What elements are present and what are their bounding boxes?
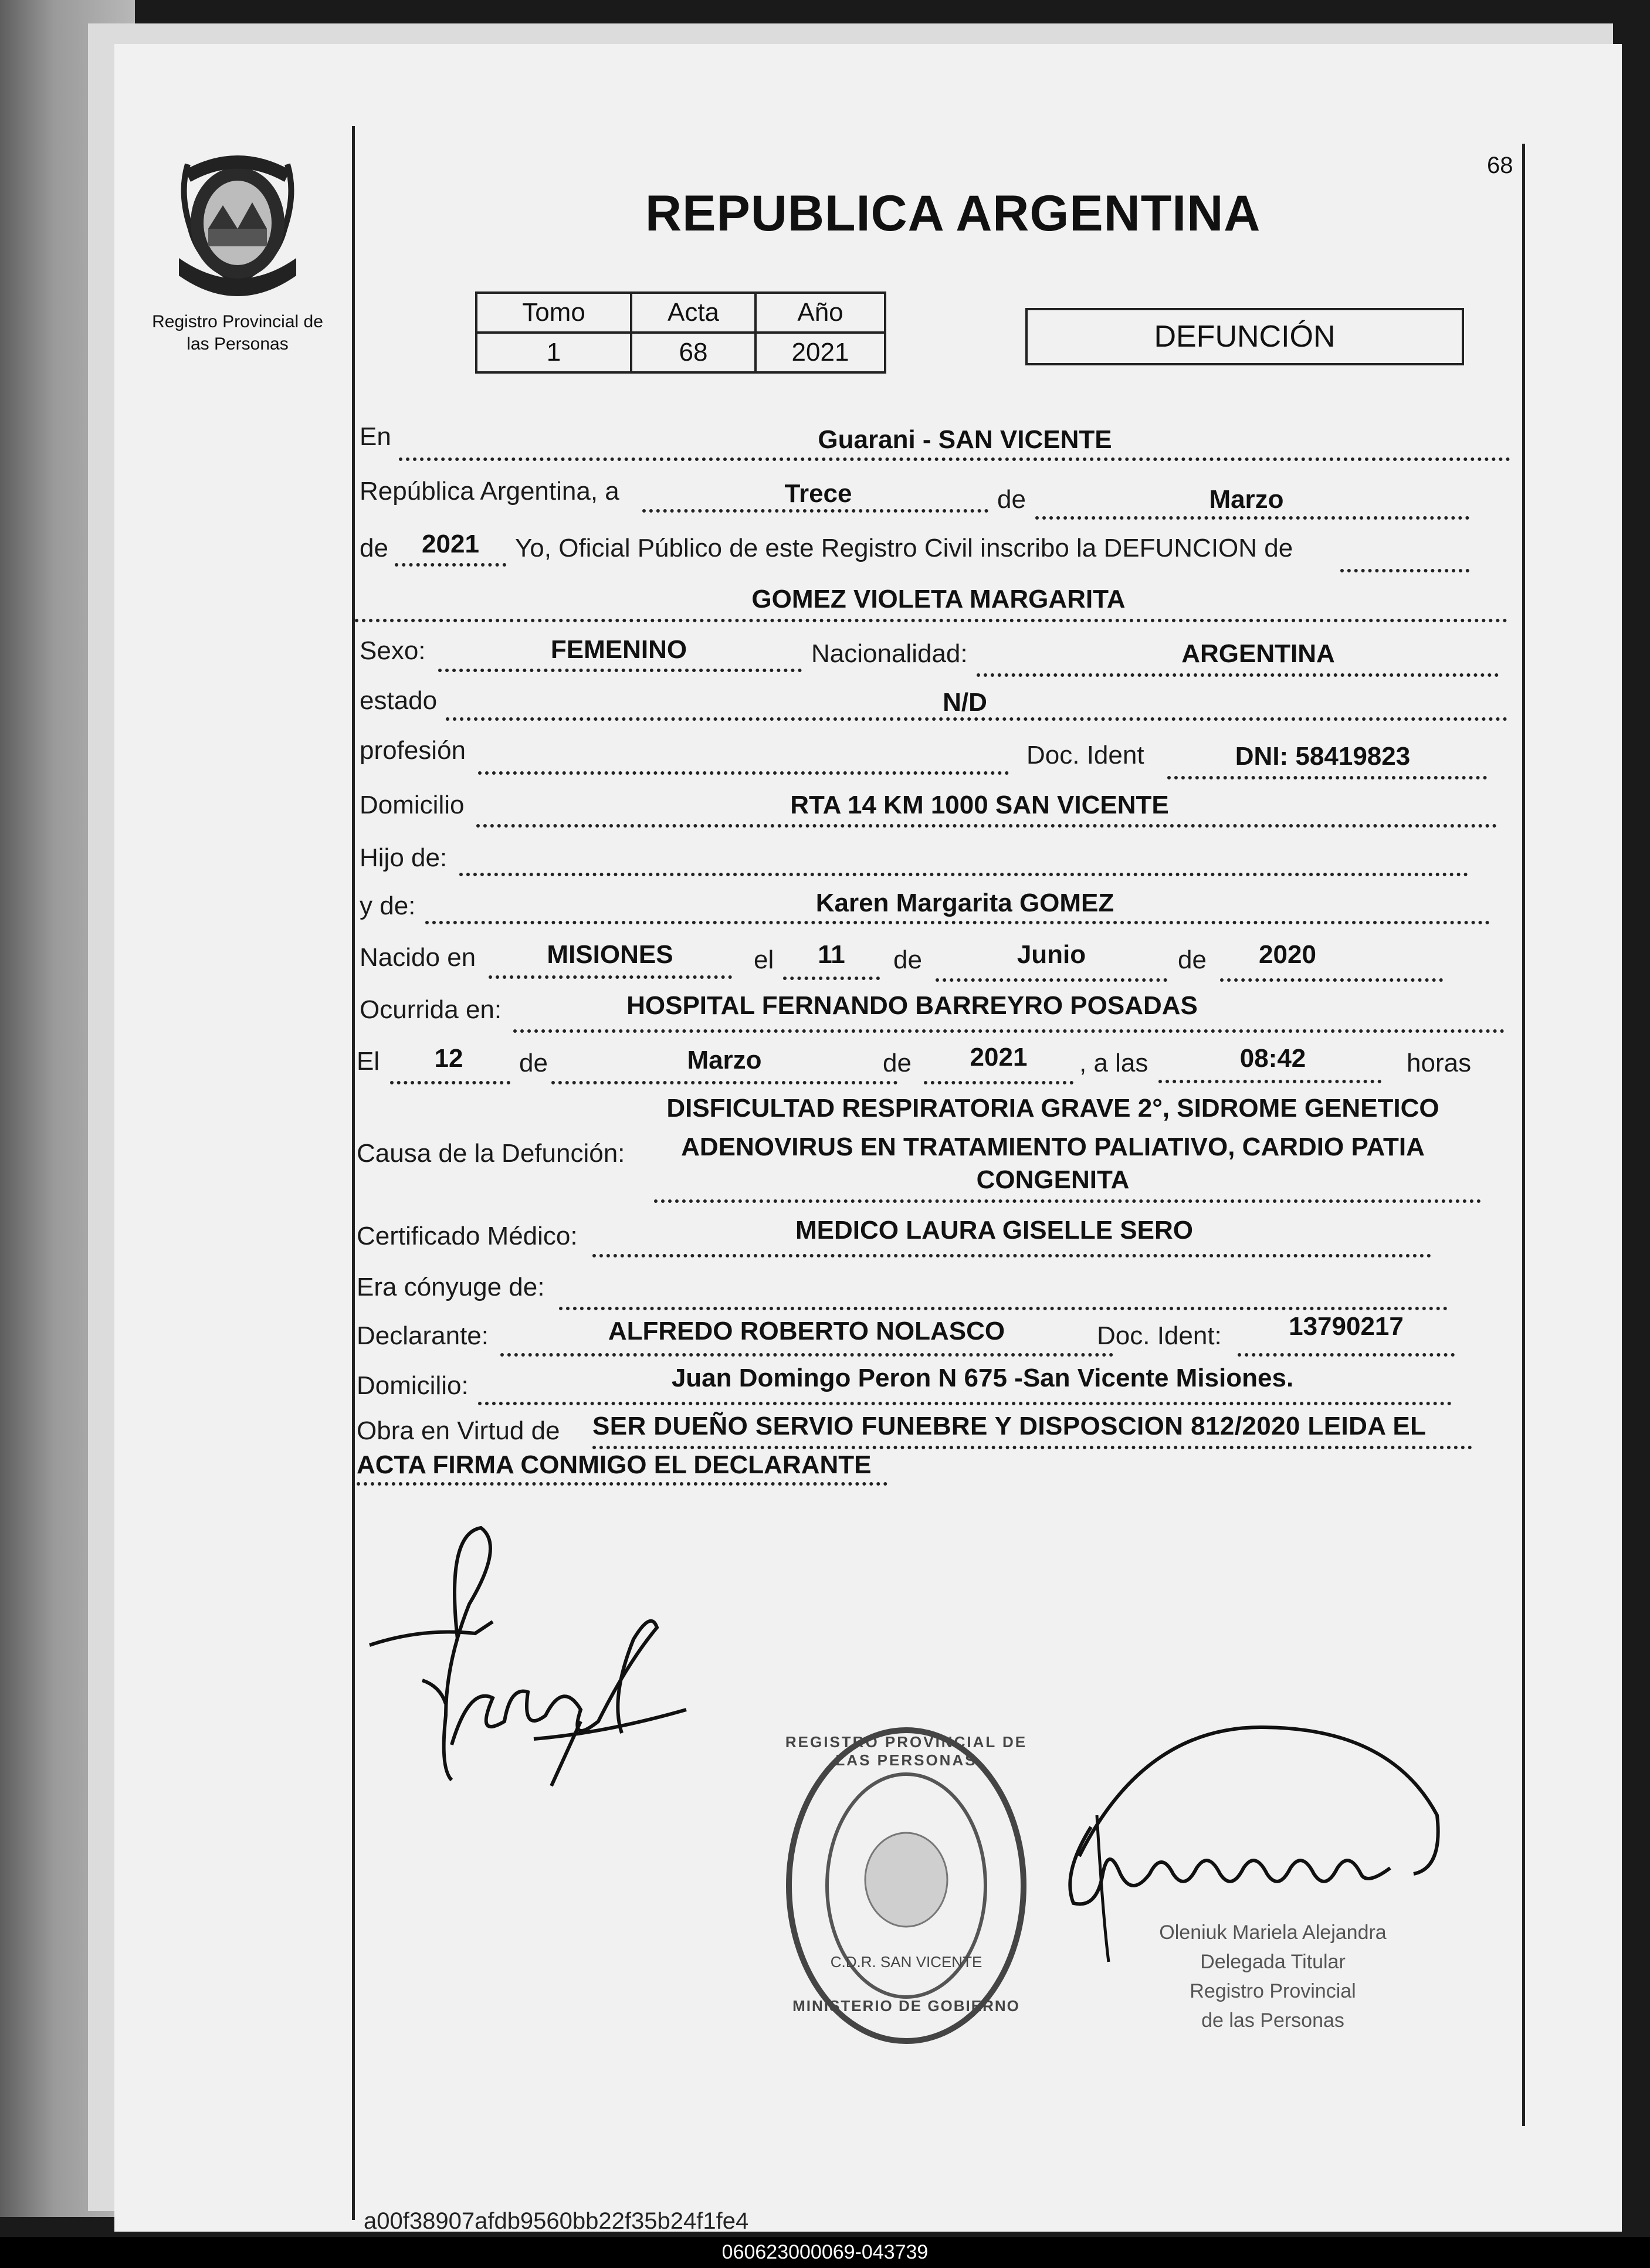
death-time: 08:42 [1239, 1044, 1306, 1073]
nacionalidad-label: Nacionalidad: [811, 639, 968, 668]
death-day-dots [390, 1081, 510, 1084]
horas-label: horas [1407, 1049, 1472, 1077]
causa-line3: CONGENITA [976, 1165, 1130, 1194]
dom2-value: Juan Domingo Peron N 675 -San Vicente Misiones. [671, 1364, 1294, 1392]
scan-id-bar: 060623000069-043739 [0, 2237, 1650, 2268]
en-value: Guarani - SAN VICENTE [818, 425, 1112, 454]
obra-label: Obra en Virtud de [357, 1416, 560, 1445]
day-dots [642, 509, 988, 513]
inscribe-text: Yo, Oficial Público de este Registro Civil inscribo la DEFUNCION de [515, 534, 1293, 562]
domicilio-label: Domicilio [360, 791, 465, 819]
acta-value-acta: 68 [631, 333, 755, 372]
death-day: 12 [434, 1044, 463, 1073]
obra-value-2: ACTA FIRMA CONMIGO EL DECLARANTE [357, 1450, 872, 1479]
death-month-dots [551, 1081, 897, 1084]
acta-header-acta: Acta [631, 293, 755, 333]
official-name: Oleniuk Mariela Alejandra [1159, 1921, 1387, 1944]
estado-label: estado [360, 686, 438, 715]
doc-ident-label: Doc. Ident [1026, 741, 1144, 769]
acta-value-tomo: 1 [476, 333, 631, 372]
doc-ident-dots [1167, 776, 1487, 779]
acta-header-anio: Año [755, 293, 885, 333]
yde-value: Karen Margarita GOMEZ [815, 889, 1114, 917]
de-label-4: de [1178, 945, 1207, 974]
de-label-6: de [883, 1049, 912, 1077]
de-label-2: de [360, 534, 388, 562]
left-margin-rule [352, 126, 355, 2220]
right-margin-rule [1522, 144, 1525, 2126]
en-dots [399, 457, 1510, 461]
conyuge-dots [559, 1307, 1448, 1310]
de-label-5: de [519, 1049, 548, 1077]
nacionalidad-dots [977, 673, 1499, 677]
cert-dots [592, 1254, 1431, 1257]
sexo-dots [438, 669, 802, 672]
obra-value-1: SER DUEÑO SERVIO FUNEBRE Y DISPOSCION 812/2020 LEIDA EL [592, 1412, 1427, 1440]
cert-value: MEDICO LAURA GISELLE SERO [795, 1216, 1193, 1245]
ocurrida-label: Ocurrida en: [360, 995, 502, 1024]
hijo-dots [459, 873, 1468, 876]
month-dots [1035, 516, 1469, 520]
dom2-dots [478, 1402, 1452, 1405]
stamp-inner-text: C.D.R. SAN VICENTE [830, 1953, 982, 1971]
sexo-value: FEMENINO [550, 635, 687, 664]
acta-header-tomo: Tomo [476, 293, 631, 333]
declarant-signature [358, 1510, 710, 1827]
registry-stamp [777, 1721, 1035, 2050]
stamp-bottom-text: MINISTERIO DE GOBIERNO [792, 1997, 1020, 2015]
death-month: Marzo [687, 1046, 762, 1074]
month-value: Marzo [1209, 485, 1284, 514]
profesion-label: profesión [360, 736, 466, 765]
registry-name [126, 311, 349, 355]
yde-dots [425, 921, 1490, 924]
doc2-value: 13790217 [1289, 1312, 1404, 1341]
estado-value: N/D [943, 688, 987, 717]
profesion-dots [478, 771, 1009, 775]
ocurrida-dots [513, 1029, 1505, 1033]
en-label: En [360, 422, 391, 451]
birth-year-dots [1220, 978, 1443, 982]
day-value: Trece [784, 479, 852, 508]
cert-label: Certificado Médico: [357, 1222, 578, 1250]
birth-month: Junio [1017, 940, 1086, 969]
act-type-box: DEFUNCIÓN [1025, 308, 1464, 365]
death-year-dots [924, 1081, 1073, 1084]
death-time-dots [1158, 1080, 1381, 1083]
year-dots [395, 563, 506, 567]
official-role-3: de las Personas [1201, 2009, 1344, 2032]
birth-year: 2020 [1259, 940, 1316, 969]
deceased-name: GOMEZ VIOLETA MARGARITA [751, 585, 1126, 613]
causa-dots [654, 1199, 1481, 1203]
official-role-1: Delegada Titular [1200, 1951, 1346, 1973]
death-year: 2021 [970, 1043, 1028, 1072]
domicilio-value: RTA 14 KM 1000 SAN VICENTE [790, 791, 1169, 819]
declarante-value: ALFREDO ROBERTO NOLASCO [608, 1317, 1005, 1345]
certificate-page [114, 44, 1622, 2232]
el-label-2: El [357, 1047, 380, 1076]
de-label-3: de [893, 945, 922, 974]
obra-dots-2 [357, 1482, 887, 1486]
stamp-ring-text: REGISTRO PROVINCIAL DE LAS PERSONAS [785, 1733, 1028, 1769]
registry-line1: Registro Provincial de [152, 312, 323, 331]
sexo-label: Sexo: [360, 636, 426, 665]
conyuge-label: Era cónyuge de: [357, 1273, 545, 1301]
document-title: REPUBLICA ARGENTINA [645, 185, 1261, 242]
document-hash: a00f38907afdb9560bb22f35b24f1fe4 [364, 2208, 749, 2234]
nacionalidad-value: ARGENTINA [1181, 639, 1335, 668]
rep-label: República Argentina, a [360, 477, 619, 506]
hijo-label: Hijo de: [360, 843, 448, 872]
official-role-2: Registro Provincial [1190, 1980, 1356, 2002]
nacido-value: MISIONES [547, 940, 673, 969]
el-label: el [754, 945, 774, 974]
estado-dots [446, 717, 1507, 721]
obra-dots-1 [592, 1446, 1472, 1449]
doc2-label: Doc. Ident: [1097, 1321, 1222, 1350]
acta-value-anio: 2021 [755, 333, 885, 372]
province-crest-icon [167, 141, 308, 317]
doc2-dots [1238, 1353, 1455, 1357]
acta-value-row [476, 333, 885, 372]
registry-line2: las Personas [187, 334, 289, 354]
causa-line1: DISFICULTAD RESPIRATORIA GRAVE 2°, SIDROME GENETICO [666, 1094, 1439, 1123]
ocurrida-value: HOSPITAL FERNANDO BARREYRO POSADAS [626, 991, 1198, 1020]
yde-label: y de: [360, 891, 416, 920]
year-value: 2021 [422, 530, 479, 558]
acta-table [475, 291, 886, 374]
declarante-dots [500, 1353, 1113, 1357]
nacido-dots [489, 975, 732, 979]
inscribe-dots [1340, 569, 1469, 572]
official-block [1091, 1918, 1455, 2035]
domicilio-dots [476, 824, 1497, 828]
nacido-label: Nacido en [360, 943, 476, 972]
causa-label: Causa de la Defunción: [357, 1139, 625, 1168]
birth-month-dots [936, 978, 1167, 982]
de-label-1: de [997, 485, 1026, 514]
causa-line2: ADENOVIRUS EN TRATAMIENTO PALIATIVO, CARDIO PATIA [681, 1133, 1425, 1161]
alas-label: , a las [1079, 1049, 1148, 1077]
birth-day: 11 [818, 940, 845, 969]
dom2-label: Domicilio: [357, 1371, 469, 1400]
birth-day-dots [783, 977, 880, 980]
declarante-label: Declarante: [357, 1321, 489, 1350]
doc-ident-value: DNI: 58419823 [1235, 742, 1411, 771]
name-dots [355, 619, 1507, 622]
acta-header-row [476, 293, 885, 333]
page-number: 68 [1487, 152, 1513, 178]
